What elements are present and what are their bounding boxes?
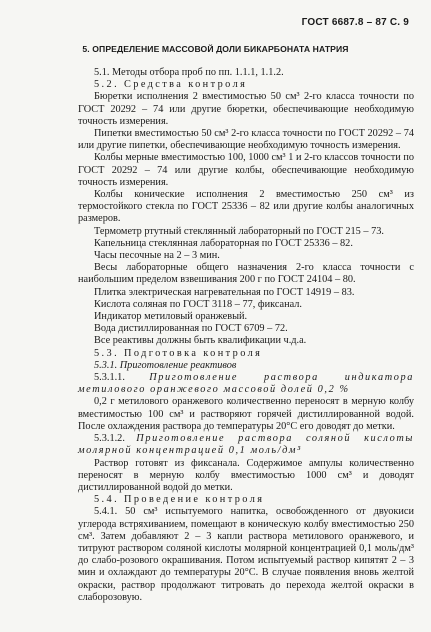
- paragraph-sand-clock: Часы песочные на 2 – 3 мин.: [94, 250, 220, 262]
- paragraph-dropper: Капельница стеклянная лабораторная по ГОСТ 25336 – 82.: [94, 237, 353, 249]
- paragraph-5-3-1-1: [78, 372, 414, 396]
- paragraph-5-3: 5.3. Подготовка контроля: [94, 347, 263, 359]
- paragraph-5-1: 5.1. Методы отбора проб по пп. 1.1.1, 1.1.2.: [94, 67, 284, 78]
- section-title: 5. ОПРЕДЕЛЕНИЕ МАССОВОЙ ДОЛИ БИКАРБОНАТА НАТРИЯ: [82, 44, 349, 54]
- paragraph-measuring-flasks: Колбы мерные вместимостью 100, 1000 см³ 1 и 2-го классов точности по ГОСТ 20292 – 74 или другие колбы, обеспечивающие необходимую точность измерения.: [78, 152, 414, 188]
- paragraph-reagents: Все реактивы должны быть квалификации ч.д.а.: [94, 335, 307, 347]
- clause-number: 5.3.1.2.: [94, 433, 125, 445]
- paragraph-5-4: 5.4. Проведение контроля: [94, 494, 265, 506]
- paragraph-5-3-1-2: [78, 433, 414, 457]
- document-body: [78, 67, 414, 604]
- paragraph-distilled-water: Вода дистиллированная по ГОСТ 6709 – 72.: [94, 323, 288, 335]
- paragraph-thermometer: Термометр ртутный стеклянный лабораторный по ГОСТ 215 – 73.: [94, 225, 385, 237]
- paragraph-pipettes: Пипетки вместимостью 50 см³ 2-го класса точности по ГОСТ 20292 – 74 или другие пипетки, обеспечивающие необходимую точность измерения.: [78, 128, 414, 152]
- clause-number: 5.3.1.1.: [94, 372, 125, 384]
- paragraph-hydrochloric-acid: Кислота соляная по ГОСТ 3118 – 77, фиксанал.: [94, 298, 302, 310]
- paragraph-5-2: 5.2. Средства контроля: [94, 79, 248, 91]
- paragraph-5-3-1-2-text: Раствор готовят из фиксанала. Содержимое ампулы количественно переносят в мерную колбу вместимостью 1000 см³ и доводят дистиллированной водой до метки.: [78, 457, 414, 493]
- paragraph-scales: Весы лабораторные общего назначения 2-го класса точности с наибольшим пределом взвешивания 200 г по ГОСТ 24104 – 80.: [78, 262, 414, 286]
- paragraph-stove: Плитка электрическая нагревательная по ГОСТ 14919 – 83.: [94, 286, 355, 298]
- paragraph-burettes: Бюретки исполнения 2 вместимостью 50 см³ 2-го класса точности по ГОСТ 20292 – 74 или другие бюретки, обеспечивающие необходимую точность измерения.: [78, 91, 414, 127]
- paragraph-indicator: Индикатор метиловый оранжевый.: [94, 311, 248, 323]
- paragraph-5-3-1-1-text: 0,2 г метилового оранжевого количественно переносят в мерную колбу вместимостью 100 см³ и растворяют горячей дистиллированной водой. После охлаждения раствора до температуры 20°С его доводят до метки.: [78, 396, 414, 432]
- paragraph-conical-flasks: Колбы конические исполнения 2 вместимостью 250 см³ из термостойкого стекла по ГОСТ 25336 – 82 или другие колбы аналогичных размеров.: [78, 189, 414, 225]
- clause-heading: Приготовление раствора индикатора метилового оранжевого массовой долей 0,2 %: [78, 372, 414, 396]
- clause-heading: Приготовление раствора соляной кислоты молярной концентрацией 0,1 моль/дм³: [78, 433, 414, 457]
- paragraph-5-4-1: 5.4.1. 50 см³ испытуемого напитка, освобожденного от двуокиси углерода встряхиванием, помещают в коническую колбу вместимостью 250 см³. Затем добавляют 2 – 3 капли раствора метилового оранжевого, и титруют раствором соляной кислоты молярной концентрацией 0,1 моль/дм³ до слабо-розового окрашивания. Потом испытуемый раствор кипятят 2 – 3 мин и охлаждают до температуры 20°С. В случае появления вновь желтой окраски, раствор продолжают титровать до перехода желтой окраски в слаборозовую.: [78, 506, 414, 603]
- paragraph-5-3-1: 5.3.1. Приготовление реактивов: [94, 359, 237, 371]
- page-header: ГОСТ 6687.8 – 87 С. 9: [301, 17, 409, 28]
